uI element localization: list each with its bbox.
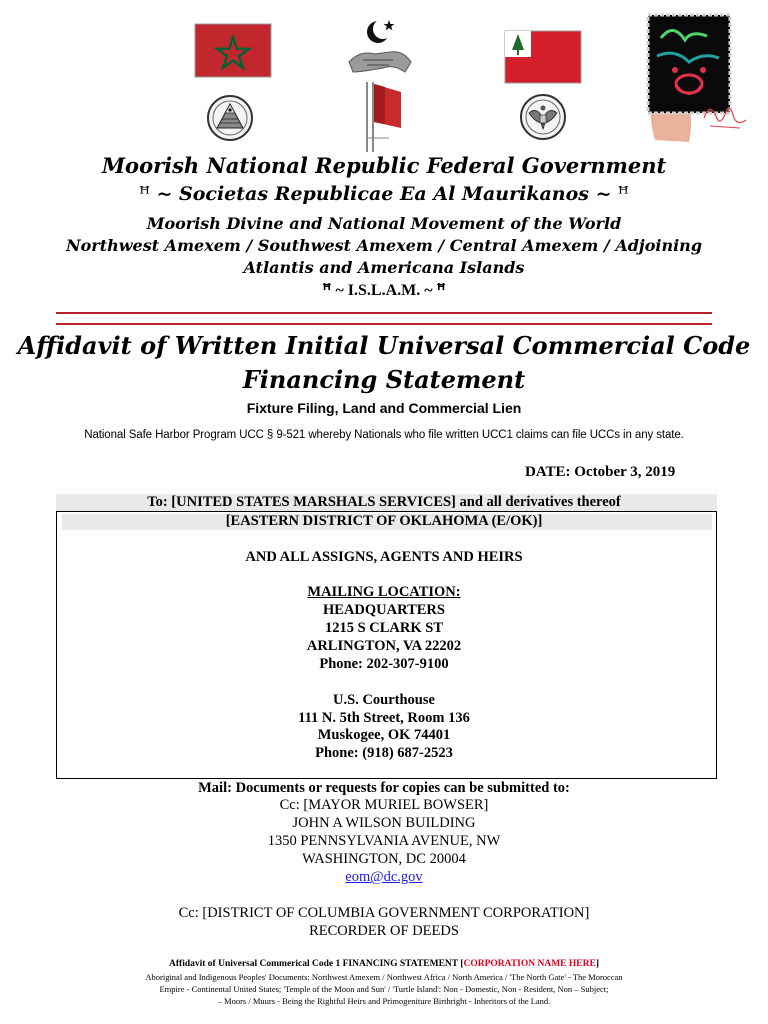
crescent-star-handshake-icon: [345, 12, 415, 78]
corporation-placeholder: CORPORATION NAME HERE: [463, 959, 596, 969]
footer-line3: Empire - Continental United States; 'Temple of the Moon and Sun' / 'Turtle Island': Non - Domestic, Non - Resident, Non – Subject;: [159, 984, 609, 994]
mail-recorder: RECORDER OF DEEDS: [309, 923, 459, 939]
document-title-line2: Financing Statement: [242, 365, 526, 394]
footer-line1-suffix: ]: [595, 959, 599, 969]
footer-line2: Aboriginal and Indigenous Peoples' Documents: Northwest Amexem / Northwest Africa / North America / 'The North Gate' - The Moroccan: [145, 972, 623, 982]
movement-line: Moorish Divine and National Movement of the World: [146, 214, 622, 233]
ornament-left-icon: ꟸ: [322, 282, 332, 299]
flags-pole-icon: [361, 78, 405, 154]
great-seal-icon: [519, 93, 567, 141]
mailing-label: [0, 584, 768, 601]
ornament-right-icon: ꟸ: [436, 282, 446, 299]
program-note: National Safe Harbor Program UCC § 9-521 whereby Nationals who file written UCC1 claims can file UCCs in any state.: [84, 429, 684, 441]
hq-street: 1215 S CLARK ST: [324, 620, 444, 636]
divider-rule-bottom: [56, 323, 712, 325]
footer-line1-prefix: Affidavit of Universal Commerical Code 1 FINANCING STATEMENT [: [169, 959, 464, 969]
document-title-line1: Affidavit of Written Initial Universal Commercial Code: [17, 331, 751, 360]
mail-city: WASHINGTON, DC 20004: [302, 851, 466, 867]
court-city: Muskogee, OK 74401: [317, 727, 451, 743]
footer-line1: [0, 959, 768, 969]
court-street: 111 N. 5th Street, Room 136: [298, 710, 470, 726]
mail-email-line: [0, 869, 768, 886]
ornament-right-icon: ꟸ: [618, 183, 629, 205]
government-title: Moorish National Republic Federal Government: [101, 153, 667, 178]
morocco-flag-icon: [194, 23, 272, 78]
islam-text: ~ I.S.L.A.M. ~: [335, 282, 433, 299]
mail-building: JOHN A WILSON BUILDING: [292, 815, 476, 831]
mail-cc-mayor: Cc: [MAYOR MURIEL BOWSER]: [279, 797, 489, 813]
hq-name: HEADQUARTERS: [323, 602, 445, 618]
document-subtitle: Fixture Filing, Land and Commercial Lien: [246, 400, 522, 416]
subtitle-text: ~ Societas Republicae Ea Al Maurikanos ~: [156, 183, 612, 205]
hq-city: ARLINGTON, VA 22202: [306, 638, 462, 654]
to-line: To: [UNITED STATES MARSHALS SERVICES] and all derivatives thereof: [147, 494, 621, 510]
pyramid-seal-icon: [206, 94, 254, 142]
government-subtitle: [0, 183, 768, 205]
mail-cc-corporation: Cc: [DISTRICT OF COLUMBIA GOVERNMENT CORPORATION]: [178, 905, 590, 921]
islam-line: [0, 280, 768, 300]
red-flag-icon: [504, 30, 582, 84]
ornament-left-icon: ꟸ: [139, 183, 150, 205]
signature-icon: [700, 98, 750, 132]
email-link[interactable]: eom@dc.gov: [345, 869, 423, 885]
footer-line4: – Moors / Muurs - Being the Rightful Heirs and Primogeniture Birthright - Inheritors of the Land.: [217, 996, 551, 1006]
islands-line: Atlantis and Americana Islands: [243, 258, 525, 277]
mail-intro: Mail: Documents or requests for copies can be submitted to:: [198, 780, 570, 796]
mailing-label-text: MAILING LOCATION:: [307, 584, 461, 600]
assigns-line: AND ALL ASSIGNS, AGENTS AND HEIRS: [245, 549, 523, 565]
regions-line: Northwest Amexem / Southwest Amexem / Central Amexem / Adjoining: [66, 236, 702, 255]
divider-rule-top: [56, 312, 712, 314]
court-name: U.S. Courthouse: [333, 692, 435, 708]
document-date: DATE: October 3, 2019: [525, 464, 676, 480]
hq-phone: Phone: 202-307-9100: [319, 656, 449, 672]
district-line: [EASTERN DISTRICT OF OKLAHOMA (E/OK)]: [225, 513, 543, 529]
court-phone: Phone: (918) 687-2523: [315, 745, 453, 761]
mail-street: 1350 PENNSYLVANIA AVENUE, NW: [267, 833, 501, 849]
